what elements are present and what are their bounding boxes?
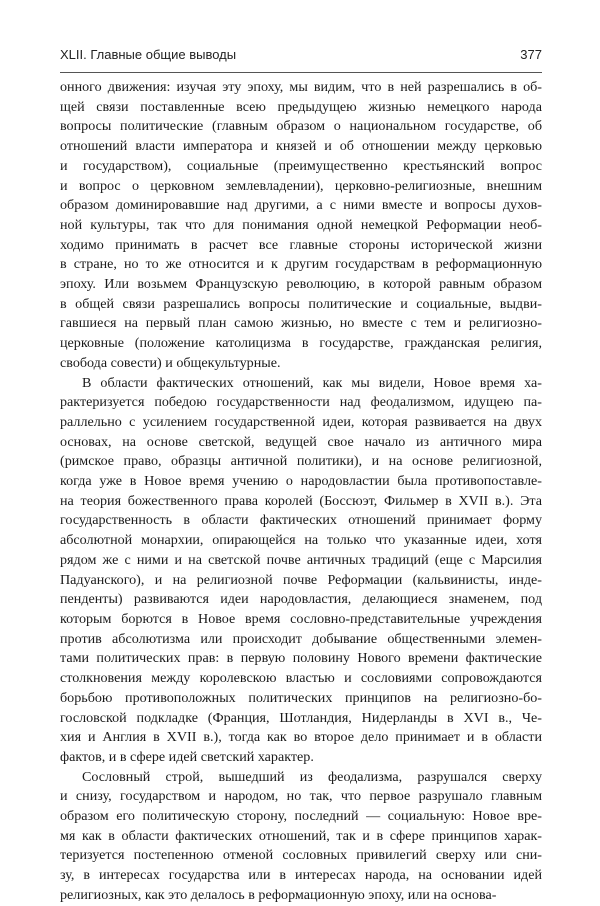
text-line: эпоху. Или возьмем Французскую революцию, в которой равным образом <box>60 276 542 293</box>
text-line: религиозных, как это делалось в реформационную эпоху, или на основа- <box>60 886 497 903</box>
text-line: против абсолютизма или происходит добывание общественными элемен- <box>60 630 542 647</box>
text-line: ной культуры, так что для понимания одной немецкой Реформации необ- <box>60 216 542 233</box>
text-line: в общей связи разрешались вопросы политические и социальные, выдви- <box>60 295 542 312</box>
text-line: основах, на основе светской, ведущей свое начало из античного мира <box>60 433 542 450</box>
text-line: и государством), социальные (преимущественно крестьянский вопрос <box>60 157 542 174</box>
text-line: на теория божественного права королей (Боссюэт, Фильмер в XVII в.). Эта <box>60 492 542 509</box>
text-line: ходимо принимать в расчет все главные стороны исторической жизни <box>60 236 542 253</box>
text-line: Падуанского), и на религиозной почве Реформации (кальвинисты, инде- <box>60 571 542 588</box>
text-line: столкновения между королевскою властью и сословиями сопровождаются <box>60 670 542 687</box>
text-line: раллельно с усилением государственной идеи, которая развивается на двух <box>60 413 542 430</box>
text-line: церковные (положение католицизма в государстве, гражданская религия, <box>60 335 542 352</box>
text-line: гавшиеся на первый план самою жизнью, но вместе с тем и религиозно- <box>60 315 542 332</box>
text-line: хия и Англия в XVII в.), тогда как во второе дело принимает и в области <box>60 729 542 746</box>
text-line: и вопрос о церковном землевладении), церковно-религиозные, внешним <box>60 177 542 194</box>
paragraph-2 <box>60 374 542 768</box>
text-line: вопросы политические (главным образом о национальном государстве, об <box>60 118 542 135</box>
text-line: фактов, и в сфере идей светский характер. <box>60 748 314 765</box>
text-line: борьбою противоположных политических принципов на религиозно-бо- <box>60 689 542 706</box>
text-line: которым борются в Новое время сословно-представительные учреждения <box>60 610 542 627</box>
text-line: (римское право, образцы античной политики), и на основе религиозной, <box>60 453 542 470</box>
body-text <box>60 78 542 906</box>
text-line: Сословный строй, вышедший из феодализма, разрушался сверху <box>82 768 542 785</box>
page-number: 377 <box>520 47 542 62</box>
text-line: теризуется постепенною отменой сословных привилегий сверху или сни- <box>60 847 542 864</box>
text-line: пенденты) развиваются идеи народовластия, делающиеся знаменем, под <box>60 591 542 608</box>
text-line: и снизу, государством и народом, но так, что первое разрушало главным <box>60 788 542 805</box>
text-line: абсолютной монархии, опирающейся на только что указанные идеи, хотя <box>60 532 542 549</box>
text-line: рядом же с ними и на светской почве античных традиций (еще с Марсилия <box>60 551 542 568</box>
text-line: свобода совести) и общекультурные. <box>60 354 281 371</box>
text-line: В области фактических отношений, как мы видели, Новое время ха- <box>82 374 542 391</box>
text-line: щей связи поставленные всею предыдущею жизнью немецкого народа <box>60 98 542 115</box>
text-line: образом его политическую сторону, последний — социальную: Новое вре- <box>60 808 542 825</box>
text-line: онного движения: изучая эту эпоху, мы видим, что в ней разрешались в об- <box>60 79 542 95</box>
paragraph-1 <box>60 78 542 374</box>
text-line: образом доминировавшие над другими, а с ними вместе и вопросы духов- <box>60 197 542 214</box>
text-line: рактеризуется победою государственности над феодализмом, идущею па- <box>60 394 542 411</box>
header-rule <box>60 72 542 73</box>
text-line: в стране, но то же относится и к другим государствам в реформационную <box>60 256 542 273</box>
text-line: государственность в области фактических отношений принимает форму <box>60 512 542 529</box>
text-line: тами политических прав: в первую половину Нового времени фактические <box>60 650 542 667</box>
running-head-section-title: XLII. Главные общие выводы <box>60 47 237 62</box>
text-line: отношений власти императора и князей и об отношении между церковью <box>60 138 542 155</box>
running-head <box>60 47 542 67</box>
text-line: мя как в области фактических отношений, так и в сфере принципов харак- <box>60 827 542 844</box>
text-line: когда уже в Новое время учению о народовластии была противопоставле- <box>60 473 542 490</box>
text-line: гословской подкладке (Франция, Шотландия, Нидерланды в XVI в., Че- <box>60 709 542 726</box>
text-line: зу, в интересах государства или в интересах народа, на основании идей <box>60 867 542 884</box>
paragraph-3 <box>60 768 542 906</box>
